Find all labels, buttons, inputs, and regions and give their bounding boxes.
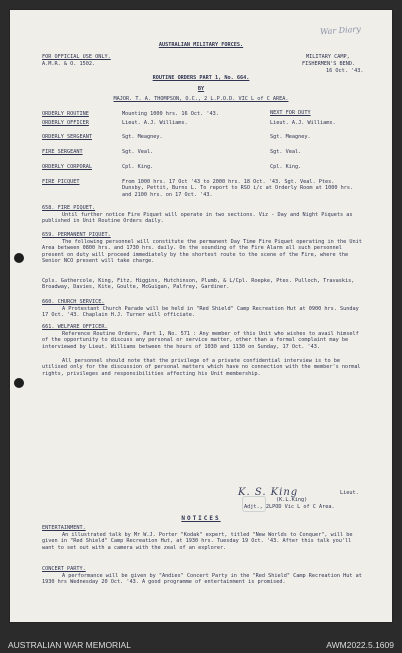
signature-rank: Lieut.	[340, 490, 359, 496]
camp-line-1: MILITARY CAMP,	[306, 54, 350, 60]
footer-credit: AUSTRALIAN WAR MEMORIAL	[8, 640, 131, 650]
section-text: The following personnel will constitute the permanent Day Time Fire Piquet operating in the Unit Area between 0800 hrs. and 1730 hrs. daily. On the sounding of the Fire Alarm all such personnel present on duty will proceed immediately by the shortest route to the scene of the Fire, where the Senior NCO present will take charge.	[42, 239, 362, 265]
punch-hole	[14, 378, 24, 388]
notices-title: NOTICES	[181, 515, 221, 522]
camp-date: 16 Oct. '43.	[326, 68, 364, 74]
notice-text: A performance will be given by "Andies" Concert Party in the "Red Shield" Camp Recreation Hut at 1930 hrs Wednesday 20 Oct. '43. A good programme of entertainment is promised.	[42, 573, 362, 586]
duty-row: ORDERLY CORPORAL Cpl. King. Cpl. King.	[42, 164, 302, 170]
signature-name: (K.L.King)	[276, 497, 308, 503]
org-heading: AUSTRALIAN MILITARY FORCES.	[158, 42, 244, 48]
duty-row: ORDERLY ROUTINE Mounting 1000 hrs. 16 Oct. '43.	[42, 111, 219, 117]
footer-accession: AWM2022.5.1609	[326, 640, 394, 650]
camp-line-2: FISHERMEN'S BEND.	[302, 61, 356, 67]
document-page	[10, 10, 392, 622]
section-heading: 660. CHURCH SERVICE.	[42, 299, 105, 305]
duty-row: FIRE SERGEANT Sgt. Veal. Sgt. Veal.	[42, 149, 302, 155]
notice-heading: ENTERTAINMENT.	[42, 525, 86, 531]
by-name: MAJOR. T. A. THOMPSON, O.C., 2 L.P.O.D. VIC L of C AREA.	[113, 96, 289, 102]
fire-picquet-text: From 1000 hrs. 17 Oct '43 to 2000 hrs. 18 Oct. '43. Sgt. Veal. Ptes. Dunsby, Pettit, Burns L. To report to RSO i/c at Orderly Room at 1000 hrs. and 2100 hrs. on 17 Oct. '43.	[122, 179, 354, 198]
signature-scrawl: K. S. King	[238, 487, 299, 498]
section-text: Until further notice Fire Piquet will operate in two sections. Viz - Day and Night Piquets as published in Unit Routine Orders daily.	[42, 212, 353, 225]
section-heading: 658. FIRE PIQUET.	[42, 205, 96, 211]
notice-text: An illustrated talk by Mr W.J. Porter "Kodak" expert, titled "New Worlds to Conquer", will be given in "Red Shield" Camp Recreation Hut, at 1930 hrs. Tuesday 19 Oct. '43. After this talk you'll want to set out with a camera with the zeal of an explorer.	[42, 532, 353, 551]
duty-row: ORDERLY SERGEANT Sgt. Meagney. Sgt. Meagney.	[42, 134, 311, 140]
by-label: BY	[197, 86, 205, 92]
notice-heading: CONCERT PARTY.	[42, 566, 86, 572]
duty-row: ORDERLY OFFICER Lieut. A.J. Williams. Lieut. A.J. Williams.	[42, 120, 336, 126]
orders-title: ROUTINE ORDERS PART 1, No. 664.	[152, 75, 250, 81]
handwritten-note: War Diary	[319, 24, 362, 37]
official-line-2: A.M.R. & O. 1502.	[42, 61, 96, 67]
personnel-names: Cpls. Gathercole, King, Fitz, Higgins, Hutchinson, Plumb, & L/Cpl. Roepke, Ptes. Pulloch, Travaskis, Broadway, Davies, Kite, Goulte, McGuigan, Palfrey, Gardiner.	[42, 278, 355, 291]
section-heading: 659. PERMANENT PIQUET.	[42, 232, 111, 238]
section-heading: 661. WELFARE OFFICER.	[42, 324, 108, 330]
punch-hole	[14, 253, 24, 263]
next-duty-heading: NEXT FOR DUTY	[270, 110, 311, 116]
signature-role: Adjt., 2LPOD Vic L of C Area.	[244, 504, 335, 510]
official-line-1: FOR OFFICIAL USE ONLY.	[42, 54, 111, 60]
section-text-2: All personnel should note that the privilege of a private confidential interview is to be utilised only for the discussion of personal matters which have no connection with the member's normal rights, privileges and responsibilities affecting his Unit membership.	[42, 358, 361, 377]
section-text: A Protestant Church Parade will be held in "Red Shield" Camp Recreation Hut at 0900 hrs. Sunday 17 Oct. '43. Chaplain H.J. Turner will officiate.	[42, 306, 359, 319]
fire-picquet-label: FIRE PICQUET	[42, 179, 80, 185]
section-text: Reference Routine Orders, Part 1, No. 571 : Any member of this Unit who wishes to avail himself of the opportunity to discuss any personal or service matter, other than a formal complaint may be interviewed by Lieut. Williams between the hours of 1030 and 1130 on Sunday, 17 Oct. '43.	[42, 331, 359, 350]
